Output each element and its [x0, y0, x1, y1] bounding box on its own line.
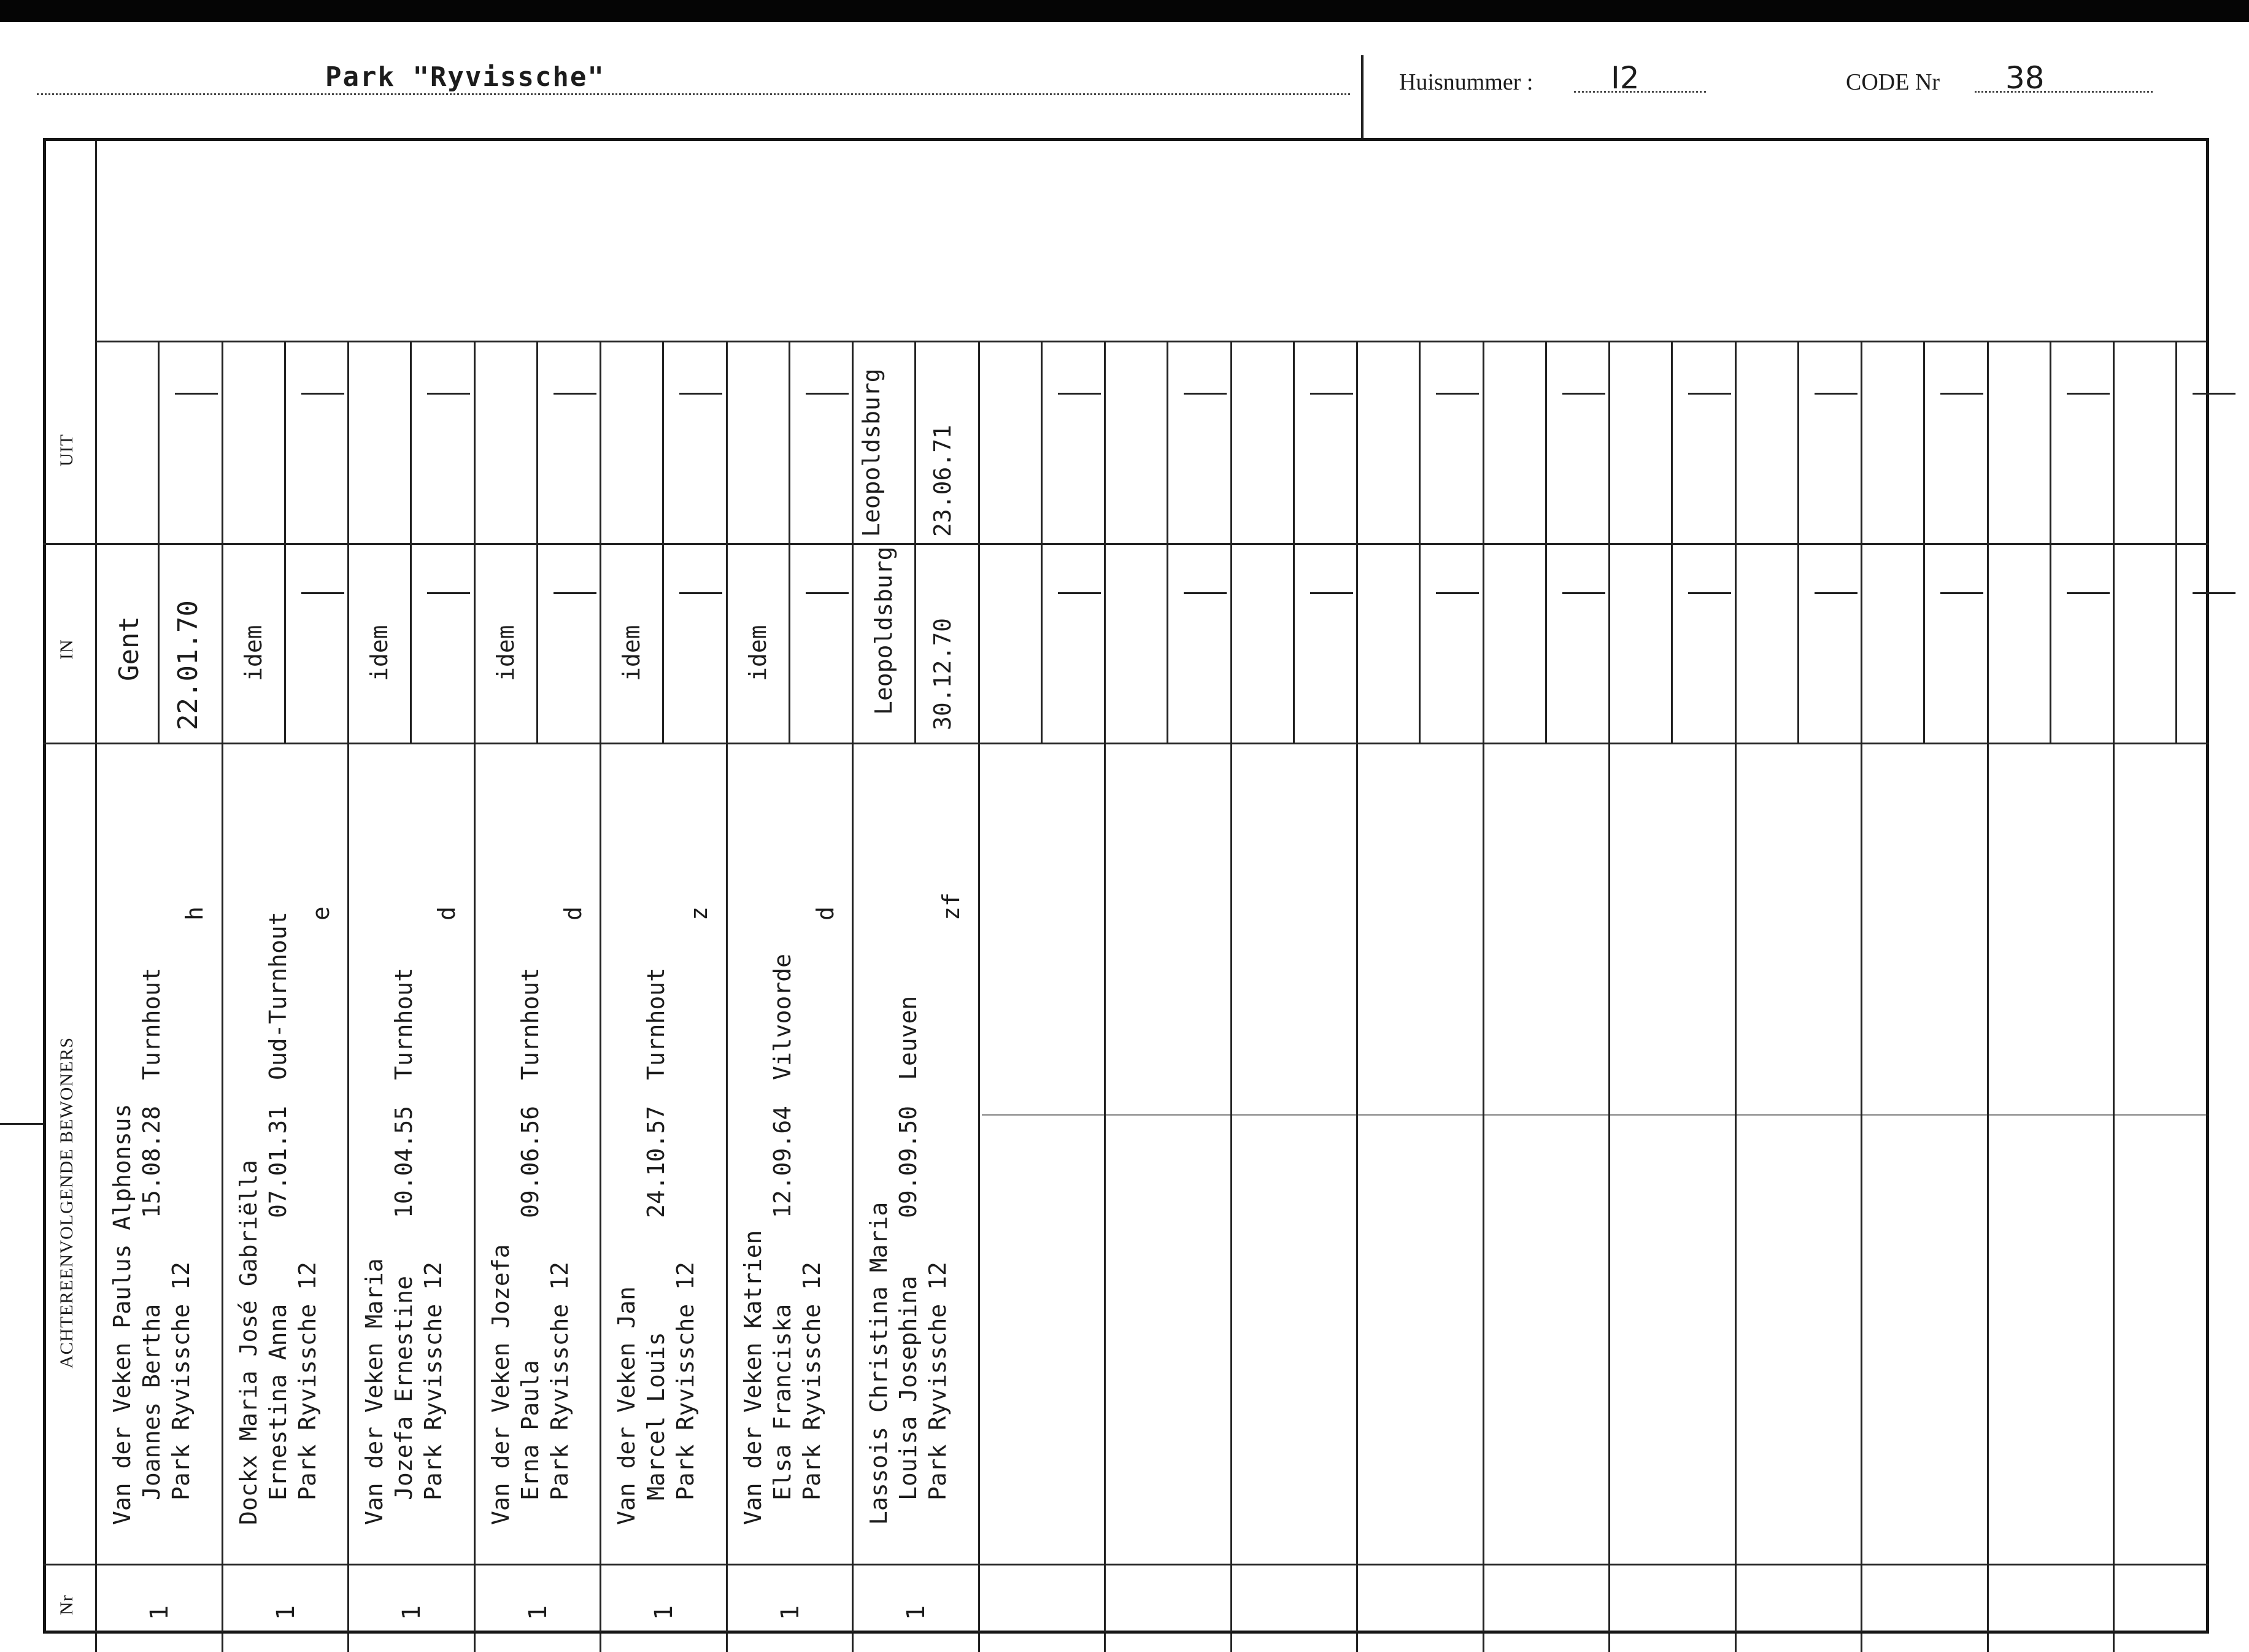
in-subdivider-line: [1419, 543, 1421, 743]
birth-date: 15.08.28: [138, 1105, 165, 1218]
uit-subdivider-line: [1923, 341, 1925, 543]
in-subdivider-line: [1923, 543, 1925, 743]
birthplace: Turnhout: [642, 967, 669, 1080]
bottom-tick: [1104, 1634, 1106, 1652]
bottom-tick: [1608, 1634, 1610, 1652]
resident-address: Park Ryvissche 12: [168, 1262, 195, 1500]
column-boundary-line: [1483, 341, 1484, 1632]
out-place: Leopoldsburg: [858, 368, 885, 537]
sex-mark: z: [685, 906, 712, 921]
header-divider: [1361, 55, 1364, 138]
code-label: CODE Nr: [1846, 69, 1940, 95]
in-empty-dash: [2067, 592, 2110, 594]
out-section-label: UIT: [56, 434, 77, 466]
bottom-tick: [347, 1634, 349, 1652]
residents-section-label: ACHTEREENVOLGENDE BEWONERS: [56, 1036, 77, 1368]
resident-name-line: Van der Veken Paulus Alphonsus: [109, 1103, 136, 1525]
resident-name-line: Ernestina Anna: [264, 1303, 291, 1500]
in-top-line: [43, 543, 2209, 545]
bottom-tick: [852, 1634, 854, 1652]
uit-subdivider-line: [2175, 341, 2177, 543]
column-boundary-line: [600, 341, 601, 1632]
in-subdivider-line: [1797, 543, 1799, 743]
resident-name-line: Erna Paula: [516, 1360, 544, 1500]
resident-address: Park Ryvissche 12: [798, 1262, 825, 1500]
resident-number: 1: [398, 1605, 426, 1620]
nr-top-line: [43, 1564, 2209, 1565]
bottom-tick: [1987, 1634, 1989, 1652]
residents-top-line: [43, 743, 2209, 744]
birth-date: 09.09.50: [895, 1105, 922, 1218]
birthplace: Turnhout: [516, 967, 544, 1080]
in-place: Gent: [114, 616, 145, 681]
out-empty-dash: [2193, 393, 2235, 395]
sex-mark: e: [307, 906, 334, 921]
out-empty-dash: [1940, 393, 1983, 395]
code-value: 38: [2005, 60, 2045, 96]
resident-name-line: Louisa Josephina: [895, 1275, 922, 1500]
out-date: 23.06.71: [929, 424, 956, 537]
birthplace: Leuven: [895, 995, 922, 1080]
in-place: idem: [366, 625, 393, 681]
in-subdivider-line: [2050, 543, 2051, 743]
resident-number: 1: [271, 1605, 300, 1620]
in-subdivider-line: [662, 543, 664, 743]
out-empty-dash: [1058, 393, 1101, 395]
house-number-label: Huisnummer :: [1399, 69, 1533, 95]
birthplace: Turnhout: [138, 967, 165, 1080]
out-empty-dash: [679, 393, 722, 395]
resident-name-line: Joannes Bertha: [138, 1303, 165, 1500]
in-place: idem: [239, 625, 267, 681]
bottom-tick: [474, 1634, 476, 1652]
in-place: idem: [492, 625, 519, 681]
house-number-value: I2: [1611, 60, 1640, 96]
bottom-tick: [726, 1634, 728, 1652]
in-subdivider-line: [410, 543, 412, 743]
in-subdivider-line: [536, 543, 538, 743]
street-dotted-line: [37, 93, 1350, 95]
in-subdivider-line: [2175, 543, 2177, 743]
resident-name-line: Van der Veken Jozefa: [487, 1244, 514, 1525]
resident-name-line: Van der Veken Jan: [613, 1286, 640, 1525]
top-border-bar: [0, 0, 2249, 22]
column-boundary-line: [1735, 341, 1737, 1632]
out-empty-dash: [1310, 393, 1353, 395]
birth-date: 12.09.64: [768, 1105, 796, 1218]
birthplace: Turnhout: [390, 967, 417, 1080]
uit-subdivider-line: [1671, 341, 1673, 543]
bottom-tick: [1230, 1634, 1232, 1652]
sex-mark: h: [181, 906, 208, 921]
bottom-tick: [2113, 1634, 2115, 1652]
resident-number: 1: [776, 1605, 804, 1620]
out-empty-dash: [1688, 393, 1731, 395]
column-boundary-line: [852, 341, 854, 1632]
uit-subdivider-line: [158, 341, 160, 543]
resident-name-line: Marcel Louis: [642, 1332, 669, 1500]
resident-number: 1: [902, 1605, 930, 1620]
in-place: idem: [744, 625, 771, 681]
resident-name-line: Lassois Christina Maria: [865, 1202, 892, 1525]
in-empty-dash: [1184, 592, 1227, 594]
in-date: 30.12.70: [929, 617, 956, 730]
uit-subdivider-line: [914, 341, 916, 543]
column-boundary-line: [474, 341, 476, 1632]
street-name: Park "Ryvissche": [325, 61, 605, 93]
birth-date: 24.10.57: [642, 1105, 669, 1218]
in-subdivider-line: [1041, 543, 1043, 743]
in-empty-dash: [1436, 592, 1479, 594]
bottom-tick: [1356, 1634, 1358, 1652]
sex-mark: d: [433, 906, 460, 921]
column-boundary-line: [1230, 341, 1232, 1632]
in-empty-dash: [1688, 592, 1731, 594]
uit-subdivider-line: [1041, 341, 1043, 543]
in-empty-dash: [679, 592, 722, 594]
resident-name-line: Jozefa Ernestine: [390, 1275, 417, 1500]
bottom-tick: [1735, 1634, 1737, 1652]
column-boundary-line: [1987, 341, 1989, 1632]
column-boundary-line: [1861, 341, 1862, 1632]
in-subdivider-line: [789, 543, 790, 743]
out-empty-dash: [1562, 393, 1605, 395]
fold-line: [982, 1114, 2209, 1116]
in-empty-dash: [427, 592, 470, 594]
in-empty-dash: [301, 592, 344, 594]
in-empty-dash: [1940, 592, 1983, 594]
resident-name-line: Van der Veken Maria: [361, 1258, 388, 1525]
label-column-divider: [95, 141, 97, 1632]
sex-mark: d: [811, 906, 839, 921]
bottom-tick: [222, 1634, 223, 1652]
in-empty-dash: [2193, 592, 2235, 594]
uit-top-line: [95, 341, 2206, 342]
out-empty-dash: [1436, 393, 1479, 395]
uit-subdivider-line: [789, 341, 790, 543]
resident-number: 1: [145, 1605, 174, 1620]
resident-address: Park Ryvissche 12: [672, 1262, 699, 1500]
uit-subdivider-line: [1167, 341, 1168, 543]
column-boundary-line: [978, 341, 980, 1632]
bottom-tick: [95, 1634, 97, 1652]
uit-subdivider-line: [1797, 341, 1799, 543]
in-section-label: IN: [56, 639, 77, 660]
in-subdivider-line: [1167, 543, 1168, 743]
in-subdivider-line: [158, 543, 160, 743]
out-empty-dash: [1184, 393, 1227, 395]
resident-name-line: Dockx Maria José Gabriëlla: [234, 1160, 262, 1525]
nr-section-label: Nr: [56, 1594, 77, 1615]
uit-subdivider-line: [1419, 341, 1421, 543]
in-empty-dash: [1058, 592, 1101, 594]
in-empty-dash: [806, 592, 849, 594]
uit-subdivider-line: [662, 341, 664, 543]
out-empty-dash: [2067, 393, 2110, 395]
house-number-dotted-line: [1574, 91, 1706, 93]
column-boundary-line: [726, 341, 728, 1632]
resident-name-line: Van der Veken Katrien: [739, 1230, 766, 1525]
birthplace: Oud-Turnhout: [264, 911, 291, 1080]
in-empty-dash: [1562, 592, 1605, 594]
in-empty-dash: [1310, 592, 1353, 594]
out-empty-dash: [301, 393, 344, 395]
birth-date: 07.01.31: [264, 1105, 291, 1218]
bottom-tick: [1483, 1634, 1484, 1652]
in-subdivider-line: [1293, 543, 1295, 743]
uit-subdivider-line: [2050, 341, 2051, 543]
resident-number: 1: [650, 1605, 678, 1620]
resident-address: Park Ryvissche 12: [924, 1262, 951, 1500]
bottom-tick: [978, 1634, 980, 1652]
birth-date: 09.06.56: [516, 1105, 544, 1218]
out-empty-dash: [175, 393, 218, 395]
in-subdivider-line: [914, 543, 916, 743]
in-date: 22.01.70: [172, 600, 204, 730]
resident-address: Park Ryvissche 12: [420, 1262, 447, 1500]
margin-fold-line: [0, 1123, 43, 1125]
resident-address: Park Ryvissche 12: [293, 1262, 321, 1500]
resident-number: 1: [523, 1605, 552, 1620]
column-boundary-line: [2113, 341, 2115, 1632]
in-empty-dash: [1815, 592, 1857, 594]
uit-subdivider-line: [536, 341, 538, 543]
uit-subdivider-line: [284, 341, 286, 543]
column-boundary-line: [1608, 341, 1610, 1632]
sex-mark: d: [559, 906, 587, 921]
uit-subdivider-line: [410, 341, 412, 543]
in-subdivider-line: [284, 543, 286, 743]
out-empty-dash: [1815, 393, 1857, 395]
column-boundary-line: [1104, 341, 1106, 1632]
code-dotted-line: [1975, 91, 2153, 93]
in-empty-dash: [554, 592, 596, 594]
column-boundary-line: [347, 341, 349, 1632]
out-empty-dash: [806, 393, 849, 395]
out-empty-dash: [554, 393, 596, 395]
resident-name-line: Elsa Franciska: [768, 1303, 796, 1500]
in-subdivider-line: [1671, 543, 1673, 743]
column-boundary-line: [1356, 341, 1358, 1632]
bottom-tick: [600, 1634, 601, 1652]
column-boundary-line: [222, 341, 223, 1632]
uit-subdivider-line: [1293, 341, 1295, 543]
out-empty-dash: [427, 393, 470, 395]
in-subdivider-line: [1545, 543, 1547, 743]
in-place: Leopoldsburg: [870, 546, 897, 715]
sex-mark: zf: [938, 892, 965, 921]
bottom-tick: [1861, 1634, 1862, 1652]
uit-subdivider-line: [1545, 341, 1547, 543]
birthplace: Vilvoorde: [768, 954, 796, 1080]
in-place: idem: [618, 625, 645, 681]
resident-address: Park Ryvissche 12: [546, 1262, 573, 1500]
birth-date: 10.04.55: [390, 1105, 417, 1218]
